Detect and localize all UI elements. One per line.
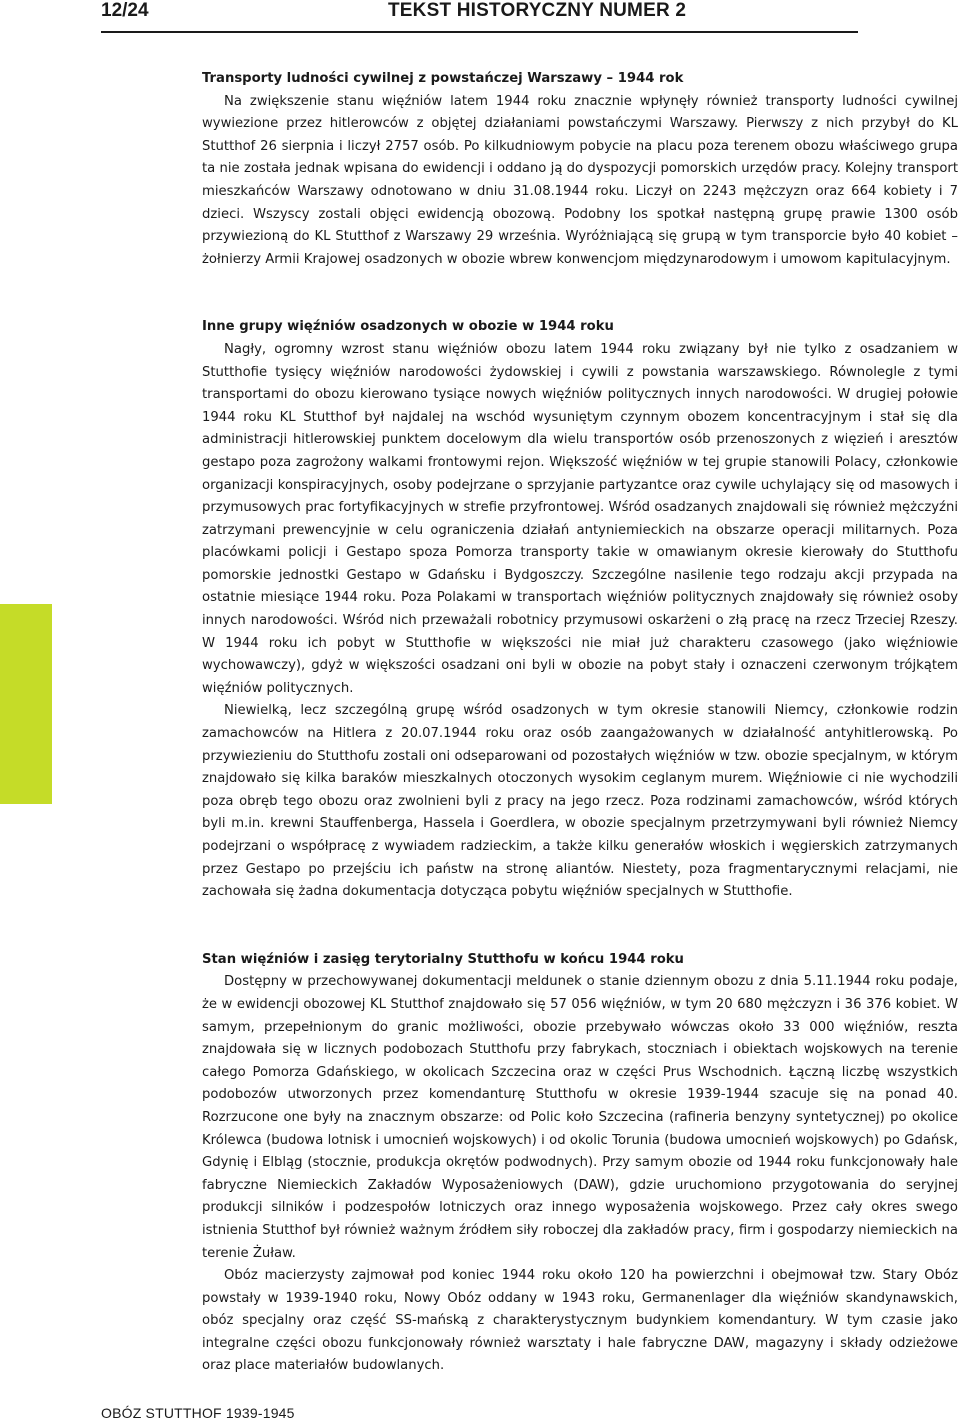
paragraph: Nagły, ogromny wzrost stanu więźniów obozu latem 1944 roku związany był nie tylko z osadzaniem w Stutthofie tysięcy więźniów narodowości żydowskiej i cywili z powstania warszawskiego. Równolegle z tymi transportami do obozu kierowano tysiące nowych więźniów politycznych innych narodowości. W drugiej połowie 1944 roku KL Stutthof był najdalej na wschód wysuniętym czynnym obozem koncentracyjnym i stał się dla administracji hitlerowskiej punktem docelowym dla wielu transportów osób przenoszonych z więzień i aresztów gestapo poza zagrożony walkami frontowymi rejon. Większość więźniów w tej grupie stanowili Polacy, członkowie organizacji konspiracyjnych, osoby podejrzane o sprzyjanie partyzantce oraz cywile uchylający się od masowych i przymusowych prac fortyfikacyjnych w strefie przyfrontowej. Wśród osadzanych znajdowali się również mężczyźni zatrzymani prewencyjnie w celu ograniczenia działań antyniemieckich na obszarze operacji militarnych. Poza placówkami policji i Gestapo spoza Pomorza transporty takie w omawianym okresie kierowały do Stutthofu pomorskie jednostki Gestapo w Gdańsku i Bydgoszczy. Szczególne nasilenie tego rodzaju akcji przypada na ostatnie miesiące 1944 roku. Poza Polakami w transportach więźniów politycznych znajdowały się również osoby innych narodowości. Wśród nich przeważali robotnicy przymusowi oskarżeni o złą pracę na rzecz Trzeciej Rzeszy. W 1944 roku ich pobyt w Stutthofie w większości nie miał już charakteru czasowego (jako więźniowie wychowawczy), gdyż w większości osadzani oni byli w obozie na pobyt stały i oznaczeni czerwonym trójkątem więźniów politycznych. bbox=[202, 341, 958, 696]
section-warsaw-transports bbox=[202, 68, 958, 271]
page-number: 12/24 bbox=[101, 0, 149, 21]
article-body bbox=[202, 68, 958, 1423]
section-title: Inne grupy więźniów osadzonych w obozie w 1944 roku bbox=[202, 319, 614, 335]
section-title: Transporty ludności cywilnej z powstańczej Warszawy – 1944 rok bbox=[202, 71, 684, 86]
section-prisoner-status-1944 bbox=[202, 949, 958, 1378]
section-other-prisoner-groups bbox=[202, 316, 958, 903]
paragraph: Obóz macierzysty zajmował pod koniec 1944 roku około 120 ha powierzchni i obejmował tzw. Stary Obóz powstały w 1939-1940 roku, Nowy Obóz oddany w 1943 roku, Germanenlager dla więźniów skandynawskich, obóz specjalny oraz część SS-mańską z charakterystycznym budynkiem komendantury. W tym czasie jako integralne części obozu funkcjonowały również warsztaty i hale fabryczne DAW, magazyny i składy odzieżowe oraz place materiałów budowlanych. bbox=[202, 1268, 958, 1374]
section-title: Stan więźniów i zasięg terytorialny Stutthofu w końcu 1944 roku bbox=[202, 951, 684, 967]
page-footer: OBÓZ STUTTHOF 1939-1945 bbox=[101, 1405, 295, 1421]
running-title: TEKST HISTORYCZNY NUMER 2 bbox=[388, 0, 687, 21]
paragraph: Niewielką, lecz szczególną grupę wśród osadzonych w tym okresie stanowili Niemcy, członkowie rodzin zamachowców na Hitlera z 20.07.1944 roku oraz osób zaangażowanych w działalność antyhitlerowską. Po przywiezieniu do Stutthofu zostali oni odseparowani od pozostałych więźniów w tzw. obozie specjalnym, w którym znajdowało się kilka baraków mieszkalnych otoczonych wysokim ceglanym murem. Więźniowie ci nie wychodzili poza obręb tego obozu oraz zwolnieni byli z pracy na jego rzecz. Poza rodzinami zamachowców, wśród których byli m.in. krewni Stauffenberga, Hassela i Goerdlera, w obozie specjalnym przetrzymywani byli również Niemcy podejrzani o współpracę z wywiadem radzieckim, a także kilku generałów włoskich i węgierskich zatrzymanych przez Gestapo po przejściu ich państw na stronę aliantów. Niestety, poza fragmentarycznymi relacjami, nie zachowała się żadna dokumentacja dotycząca pobytu więźniów specjalnych w Stutthofie. bbox=[202, 703, 958, 900]
paragraph: Dostępny w przechowywanej dokumentacji meldunek o stanie dziennym obozu z dnia 5.11.1944 roku podaje, że w ewidencji obozowej KL Stutthof znajdowało się 57 056 więźniów, w tym 20 680 mężczyzn i 36 376 kobiet. W samym, przepełnionym do granic możliwości, obozie przebywało wówczas około 33 000 więźniów, reszta znajdowała się w licznych podobozach Stutthofu przy fabrykach, stoczniach i obiektach wojskowych na terenie całego Pomorza Gdańskiego, w okolicach Szczecina oraz w części Prus Wschodnich. Łączną liczbę wszystkich podobozów utworzonych przez komendanturę Stutthofu w okresie 1939-1944 szacuje się na ponad 40. Rozrzucone one były na znacznym obszarze: od Polic koło Szczecina (rafineria benzyny syntetycznej) po okolice Królewca (budowa lotnisk i umocnień wojskowych) i od okolic Torunia (budowa umocnień wojskowych) po Gdańsk, Gdynię i Elbląg (stocznie, produkcja okrętów podwodnych). Przy samym obozie od 1944 roku funkcjonowały hale fabryczne Niemieckich Zakładów Wyposażeniowych (DAW), gdzie uruchomiono przygotowania do seryjnej produkcji silników i podzespołów lotniczych oraz innego wyposażenia wojskowego. Przez cały okres swego istnienia Stutthof był również ważnym źródłem siły roboczej dla zakładów pracy, firm i gospodarzy niemieckich na terenie Żuław. bbox=[202, 974, 958, 1261]
accent-bar bbox=[0, 604, 52, 804]
paragraph: Na zwiększenie stanu więźniów latem 1944 roku znacznie wpłynęły również transporty ludności cywilnej wywiezione przez hitlerowców z objętej działaniami powstańczymi Warszawy. Pierwszy z nich przybył do KL Stutthof 26 sierpnia i liczył 2757 osób. Po kilkudniowym pobycie na placu poza terenem obozu właściwego grupa ta nie została jednak wpisana do ewidencji i oddano ją do dyspozycji pomorskich urzędów pracy. Kolejny transport mieszkańców Warszawy odnotowano w dniu 31.08.1944 roku. Liczył on 2243 mężczyzn oraz 664 kobiety i 7 dzieci. Wszyscy zostali objęci ewidencją obozową. Podobny los spotkał następną grupę prawie 1300 osób przywiezioną do KL Stutthof z Warszawy 29 września. Wyróżniającą się grupą w tym transporcie było 40 kobiet – żołnierzy Armii Krajowej osadzonych w obozie wbrew konwencjom międzynarodowym i umowom kapitulacyjnym. bbox=[202, 93, 958, 267]
page-header bbox=[101, 0, 858, 33]
